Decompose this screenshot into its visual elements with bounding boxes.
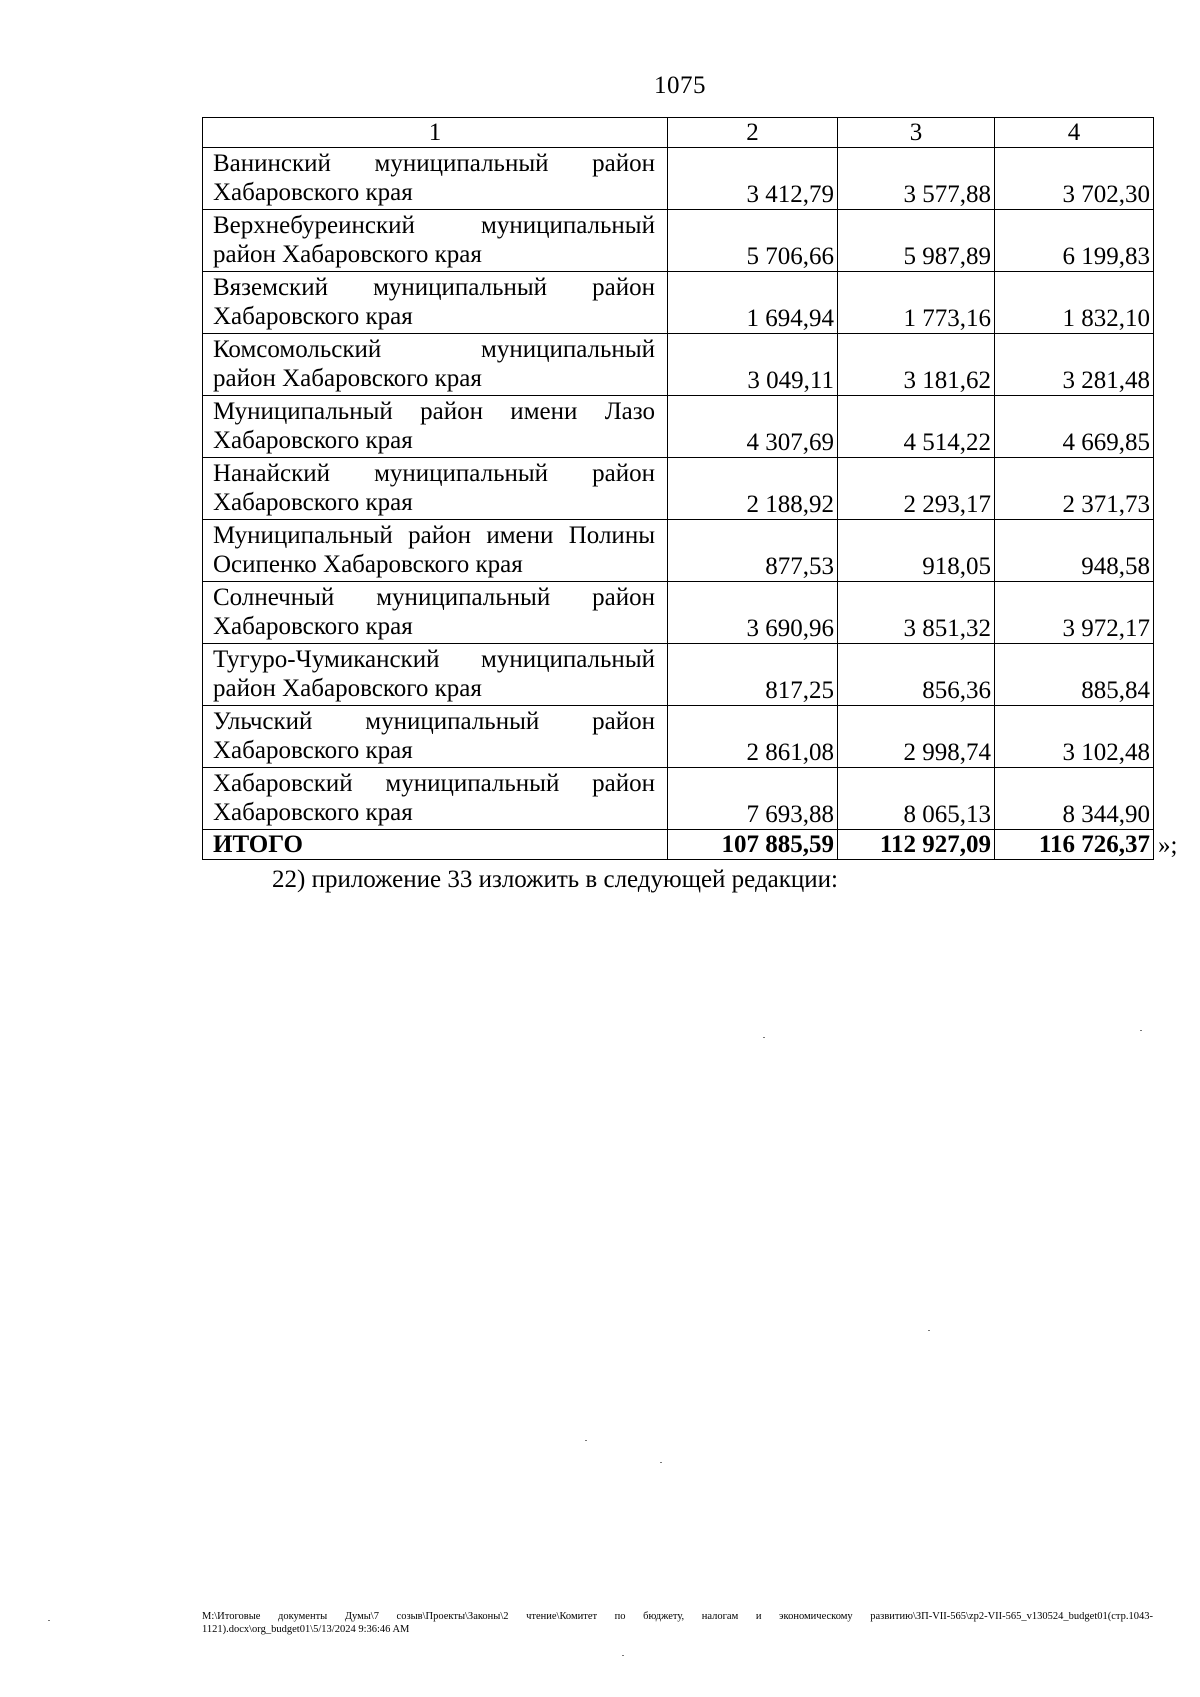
district-name-line2: Хабаровского края <box>213 489 413 516</box>
total-value-v2: 107 885,59 <box>668 830 838 860</box>
total-value-v3: 112 927,09 <box>838 830 995 860</box>
district-name-cell <box>203 210 668 272</box>
district-name-line2: Хабаровского края <box>213 303 413 330</box>
value-cell-v4: 3 972,17 <box>995 582 1154 644</box>
district-name-line1: Солнечный муниципальный район <box>213 584 655 611</box>
total-row <box>203 830 1154 860</box>
district-name-cell <box>203 334 668 396</box>
value-cell-v4: 3 102,48 <box>995 706 1154 768</box>
value-cell-v3: 3 851,32 <box>838 582 995 644</box>
column-header: 1 <box>203 118 668 148</box>
value-cell-v4: 6 199,83 <box>995 210 1154 272</box>
district-name-line1: Комсомольский муниципальный <box>213 336 655 363</box>
district-name-cell <box>203 520 668 582</box>
district-name-cell <box>203 768 668 830</box>
district-name-line2: район Хабаровского края <box>213 241 482 268</box>
value-cell-v2: 1 694,94 <box>668 272 838 334</box>
district-name-line2: район Хабаровского края <box>213 675 482 702</box>
value-cell-v2: 3 049,11 <box>668 334 838 396</box>
district-name-line1: Хабаровский муниципальный район <box>213 770 655 797</box>
value-cell-v4: 8 344,90 <box>995 768 1154 830</box>
district-name-cell <box>203 396 668 458</box>
table-row <box>203 644 1154 706</box>
table-row <box>203 768 1154 830</box>
table-header-row <box>203 118 1154 148</box>
district-name-line2: Хабаровского края <box>213 737 413 764</box>
value-cell-v3: 4 514,22 <box>838 396 995 458</box>
district-name-cell <box>203 458 668 520</box>
table-row <box>203 334 1154 396</box>
value-cell-v3: 1 773,16 <box>838 272 995 334</box>
table-row <box>203 520 1154 582</box>
budget-table <box>202 117 1154 860</box>
district-name-cell <box>203 644 668 706</box>
scan-speck <box>660 1462 662 1463</box>
value-cell-v4: 3 281,48 <box>995 334 1154 396</box>
value-cell-v3: 2 293,17 <box>838 458 995 520</box>
total-label: ИТОГО <box>203 830 668 860</box>
district-name-line2: Хабаровского края <box>213 179 413 206</box>
value-cell-v3: 5 987,89 <box>838 210 995 272</box>
table-row <box>203 210 1154 272</box>
table-row <box>203 272 1154 334</box>
table-row <box>203 458 1154 520</box>
value-cell-v2: 2 188,92 <box>668 458 838 520</box>
scan-speck <box>585 1440 587 1441</box>
value-cell-v4: 3 702,30 <box>995 148 1154 210</box>
scan-speck <box>1140 1030 1142 1031</box>
column-header: 4 <box>995 118 1154 148</box>
district-name-cell <box>203 148 668 210</box>
value-cell-v4: 4 669,85 <box>995 396 1154 458</box>
column-header: 2 <box>668 118 838 148</box>
district-name-line2: Хабаровского края <box>213 427 413 454</box>
district-name-line2: район Хабаровского края <box>213 365 482 392</box>
value-cell-v2: 3 412,79 <box>668 148 838 210</box>
value-cell-v2: 877,53 <box>668 520 838 582</box>
value-cell-v4: 885,84 <box>995 644 1154 706</box>
scan-speck <box>763 1037 765 1038</box>
value-cell-v3: 3 577,88 <box>838 148 995 210</box>
value-cell-v2: 3 690,96 <box>668 582 838 644</box>
district-name-line1: Муниципальный район имени Полины <box>213 522 655 549</box>
value-cell-v2: 4 307,69 <box>668 396 838 458</box>
instruction-text: 22) приложение 33 изложить в следующей редакции: <box>272 866 838 893</box>
district-name-line2: Хабаровского края <box>213 613 413 640</box>
scan-speck <box>928 1330 930 1331</box>
district-name-line1: Вяземский муниципальный район <box>213 274 655 301</box>
value-cell-v2: 7 693,88 <box>668 768 838 830</box>
district-name-cell <box>203 582 668 644</box>
table-row <box>203 148 1154 210</box>
value-cell-v3: 2 998,74 <box>838 706 995 768</box>
value-cell-v2: 2 861,08 <box>668 706 838 768</box>
page-number: 1075 <box>654 72 706 99</box>
total-value-v4: 116 726,37 <box>995 830 1154 860</box>
value-cell-v3: 856,36 <box>838 644 995 706</box>
value-cell-v4: 2 371,73 <box>995 458 1154 520</box>
district-name-line2: Хабаровского края <box>213 799 413 826</box>
district-name-line1: Муниципальный район имени Лазо <box>213 398 655 425</box>
district-name-line1: Ванинский муниципальный район <box>213 150 655 177</box>
value-cell-v3: 3 181,62 <box>838 334 995 396</box>
district-name-line1: Ульчский муниципальный район <box>213 708 655 735</box>
table-row <box>203 582 1154 644</box>
value-cell-v2: 5 706,66 <box>668 210 838 272</box>
column-header: 3 <box>838 118 995 148</box>
value-cell-v2: 817,25 <box>668 644 838 706</box>
value-cell-v4: 948,58 <box>995 520 1154 582</box>
scan-speck <box>622 1655 624 1656</box>
scan-speck <box>48 1620 50 1621</box>
footer-file-path: М:\Итоговые документы Думы\7 созыв\Проекты\Законы\2 чтение\Комитет по бюджету, налогам и экономическому развитию\ЗП-VII-565\zp2-VII-565_v130524_budget01(стр.1043-1121).docx\org_budget01\5/13/2024 9:36:46 AM <box>202 1611 1153 1635</box>
value-cell-v3: 8 065,13 <box>838 768 995 830</box>
value-cell-v3: 918,05 <box>838 520 995 582</box>
table-body <box>203 148 1154 860</box>
table-row <box>203 706 1154 768</box>
district-name-line1: Тугуро-Чумиканский муниципальный <box>213 646 655 673</box>
district-name-cell <box>203 272 668 334</box>
closing-quote: »; <box>1158 832 1178 859</box>
district-name-line1: Нанайский муниципальный район <box>213 460 655 487</box>
district-name-cell <box>203 706 668 768</box>
value-cell-v4: 1 832,10 <box>995 272 1154 334</box>
district-name-line1: Верхнебуреинский муниципальный <box>213 212 655 239</box>
table-row <box>203 396 1154 458</box>
district-name-line2: Осипенко Хабаровского края <box>213 551 523 578</box>
